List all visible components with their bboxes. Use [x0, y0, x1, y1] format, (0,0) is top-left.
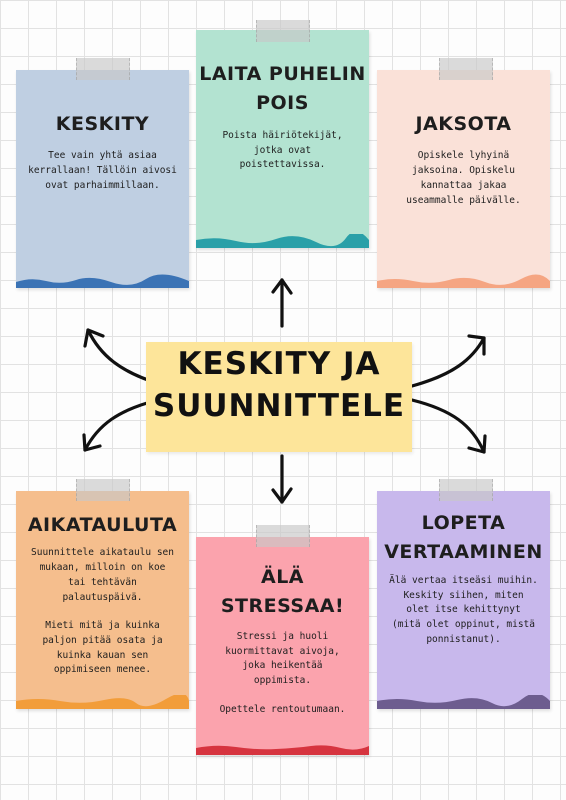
card-lopeta-vertaaminen: [377, 491, 550, 709]
center-title-line1: KESKITY JA: [177, 346, 381, 382]
card-text: Poista häiriötekijät, jotka ovat poistettavissa.: [222, 129, 343, 171]
card-title-line1: LAITA PUHELIN: [199, 63, 366, 85]
torn-edge: [16, 695, 189, 709]
tape: [439, 479, 493, 501]
tape: [76, 479, 130, 501]
card-title: JAKSOTA: [415, 113, 512, 135]
torn-edge: [377, 695, 550, 709]
card-keskity: [16, 70, 189, 288]
torn-edge: [196, 234, 369, 248]
card-title: AIKATAULUTA: [27, 514, 178, 536]
card-ala-stressaa: [196, 537, 369, 755]
card-text-1: Suunnittele aikataulu sen mukaan, milloin on koe tai tehtävän palautuspäivä.: [31, 547, 174, 603]
tape: [76, 58, 130, 80]
card-title: ÄLÄ STRESSAA!: [220, 566, 345, 618]
card-aikatauluta: [16, 491, 189, 709]
card-title-line2: VERTAAMINEN: [384, 541, 543, 564]
torn-edge: [196, 741, 369, 755]
center-banner: [146, 342, 412, 452]
torn-edge: [16, 274, 189, 288]
card-text: Älä vertaa itseäsi muihin. Keskity siihen, miten olet itse kehittynyt (mitä olet oppinut, mistä ponnistanut).: [389, 574, 538, 645]
tape: [439, 58, 493, 80]
card-jaksota: [377, 70, 550, 288]
tape: [256, 20, 310, 42]
card-text: Tee vain yhtä asiaa kerrallaan! Tällöin aivosi ovat parhaimmillaan.: [28, 150, 177, 191]
card-title: KESKITY: [55, 113, 150, 135]
torn-edge: [377, 274, 550, 288]
card-text-1: Stressi ja huoli kuormittavat aivoja, joka heikentää oppimista.: [225, 630, 340, 687]
center-title-line2: SUUNNITTELE: [152, 388, 406, 424]
tape: [256, 525, 310, 547]
card-text-2: Mieti mitä ja kuinka paljon pitää osata ja kuinka kauan sen oppimiseen menee.: [42, 620, 163, 676]
card-title-line2: POIS: [256, 92, 309, 115]
card-title-line1: LOPETA: [421, 512, 506, 534]
card-laita-puhelin-pois: [196, 30, 369, 248]
card-text: Opiskele lyhyinä jaksoina. Opiskelu kannattaa jakaa useammalle päivälle.: [406, 150, 521, 206]
card-text-2: Opettele rentoutumaan.: [219, 703, 346, 715]
